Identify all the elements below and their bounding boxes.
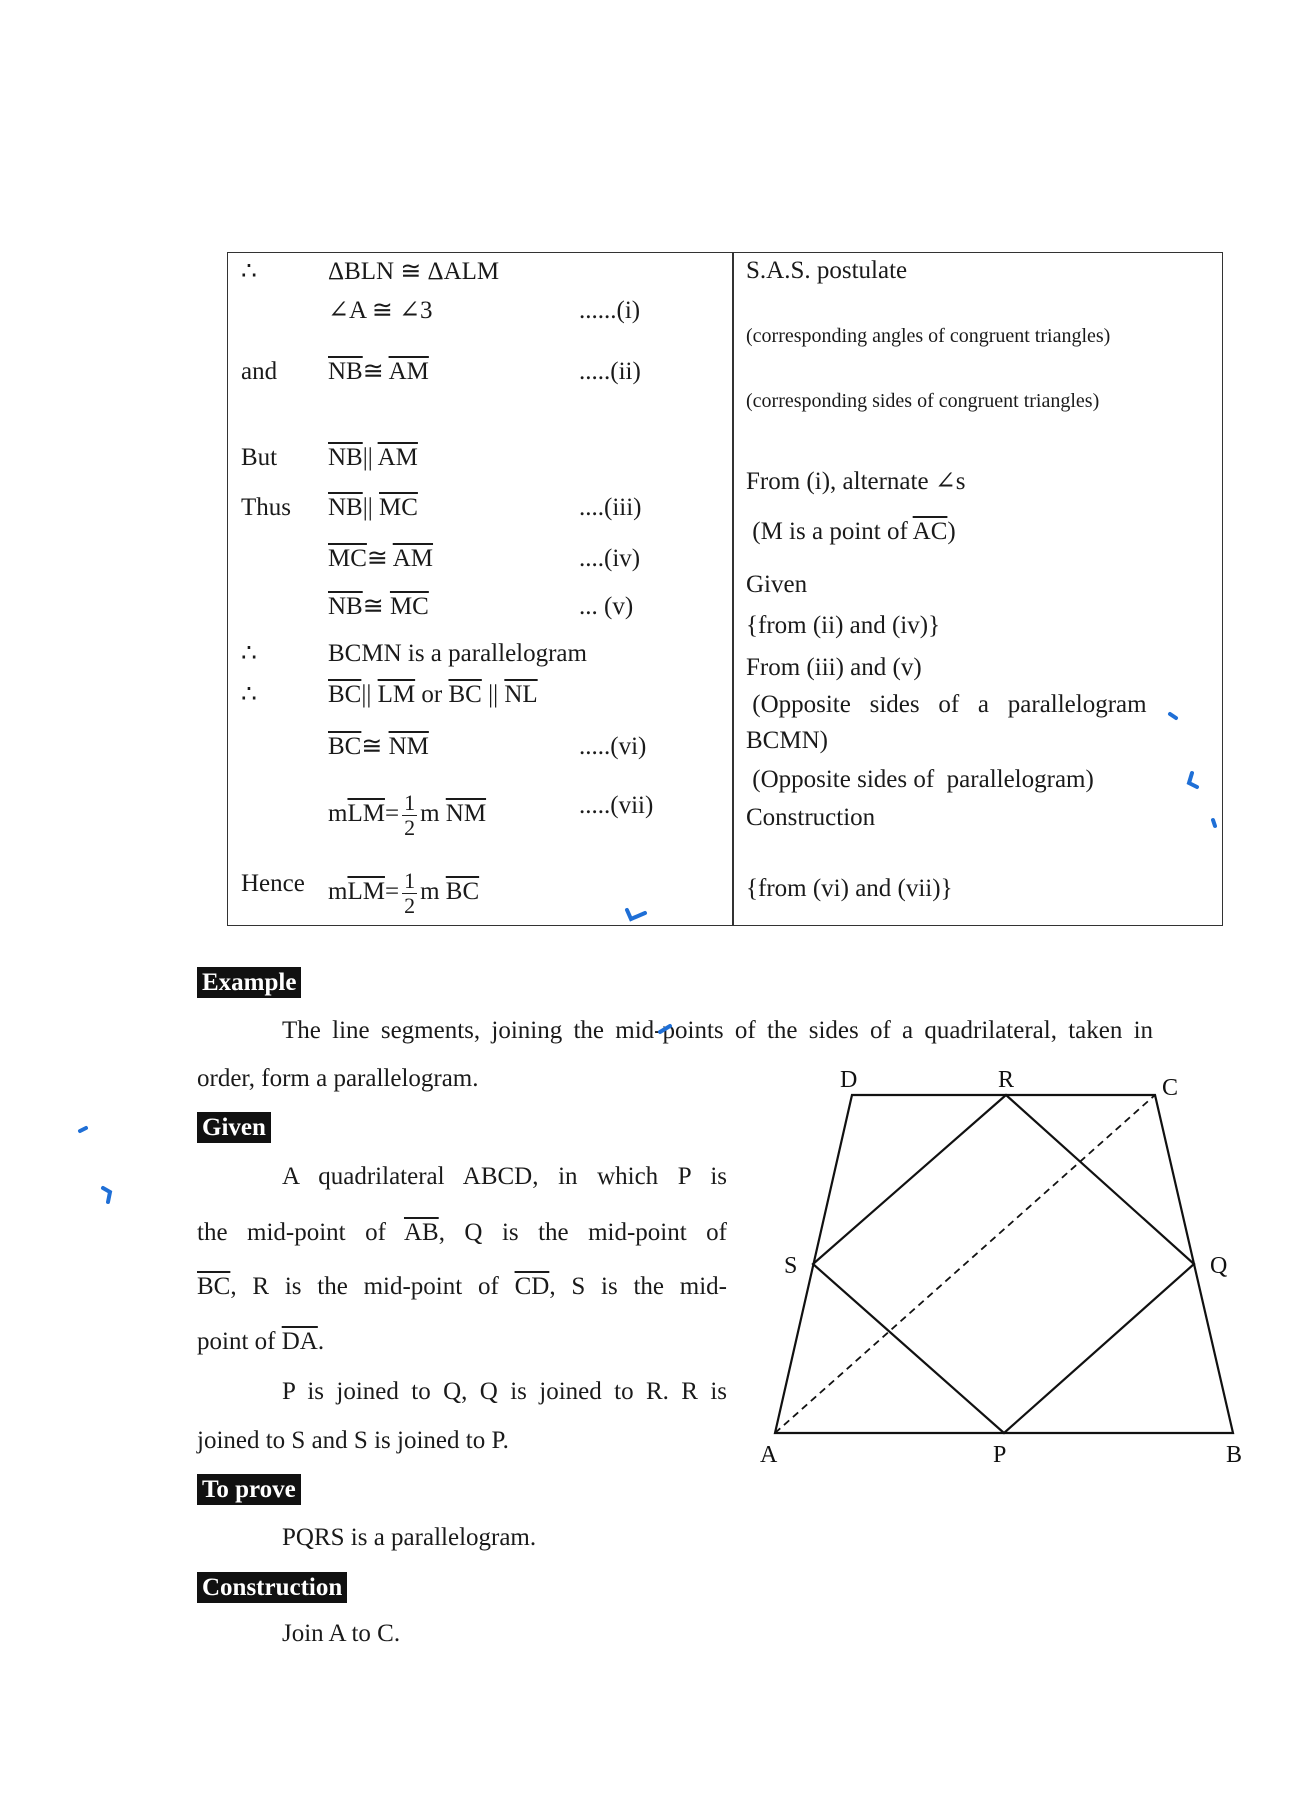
segment-notation: $\overline{MC}$ bbox=[389, 593, 429, 620]
segment-notation: $\overline{DA}$ bbox=[281, 1328, 318, 1355]
segment-notation: $\overline{BC}$ bbox=[328, 733, 362, 760]
text-run: From (i), alternate ∠s bbox=[746, 468, 966, 495]
statement-reference: .....(vi) bbox=[579, 733, 647, 760]
segment-notation: $\overline{NB}$ bbox=[328, 444, 363, 471]
text-run: ≅ bbox=[361, 733, 389, 760]
statement-reference: ....(iv) bbox=[579, 545, 641, 572]
ink-mark bbox=[1170, 714, 1176, 718]
text-run: {from (vi) and (vii)} bbox=[746, 875, 953, 902]
text-run: m bbox=[328, 800, 348, 828]
segment-notation: $\overline{LM}$ bbox=[347, 878, 385, 906]
construction-text: Join A to C. bbox=[282, 1620, 401, 1647]
segment-notation: $\overline{AC}$ bbox=[912, 518, 948, 545]
segment-notation: $\overline{AM}$ bbox=[388, 358, 429, 385]
statement-reference: .....(ii) bbox=[579, 358, 641, 385]
statement-reference: ......(i) bbox=[579, 297, 641, 324]
text-run: ≅ bbox=[362, 593, 390, 620]
segment-notation: $\overline{NM}$ bbox=[388, 733, 429, 760]
segment-notation: $\overline{CD}$ bbox=[514, 1273, 550, 1300]
midpoint-label-p: P bbox=[993, 1442, 1007, 1468]
midpoint-label-r: R bbox=[998, 1067, 1015, 1093]
ink-mark bbox=[1213, 820, 1215, 826]
fraction-denominator: 2 bbox=[404, 815, 416, 840]
example-statement-line1: The line segments, joining the mid-points of the sides of a quadrilateral, taken in bbox=[282, 1017, 1154, 1044]
text-run: , R is the mid-point of bbox=[230, 1273, 515, 1300]
text-run: (corresponding angles of congruent triangles) bbox=[746, 325, 1111, 347]
text-run: Construction bbox=[746, 804, 876, 831]
segment-notation: $\overline{BC}$ bbox=[197, 1273, 231, 1300]
text-run: ≅ bbox=[362, 358, 389, 385]
text-run: = bbox=[384, 800, 400, 828]
vertex-label-d: D bbox=[840, 1067, 858, 1093]
text-run: Given bbox=[746, 571, 808, 598]
construction-heading: Construction bbox=[197, 1572, 347, 1603]
segment-notation: $\overline{MC}$ bbox=[379, 494, 418, 521]
text-run: BCMN) bbox=[746, 727, 828, 754]
ink-mark bbox=[80, 1128, 86, 1131]
statement-reference: .....(vii) bbox=[579, 792, 654, 819]
text-run: the mid-point of bbox=[197, 1219, 404, 1246]
text-run: m bbox=[420, 800, 446, 828]
to-prove-text: PQRS is a parallelogram. bbox=[282, 1524, 537, 1551]
segment-notation: $\overline{MC}$ bbox=[328, 545, 367, 572]
statement-lead: ∴ bbox=[241, 258, 257, 285]
text-run: {from (ii) and (iv)} bbox=[746, 612, 941, 639]
text-run: S.A.S. postulate bbox=[746, 257, 908, 284]
statement-lead: ∴ bbox=[241, 681, 257, 708]
statement-lead: Thus bbox=[241, 494, 291, 521]
statement-reference: ... (v) bbox=[579, 593, 634, 620]
ink-mark bbox=[660, 1026, 670, 1032]
segment-notation: $\overline{AM}$ bbox=[392, 545, 434, 572]
text-run: joined to S and S is joined to P. bbox=[197, 1427, 509, 1454]
quadrilateral-abcd bbox=[775, 1095, 1233, 1433]
text-run: P is joined to Q, Q is joined to R. R is bbox=[282, 1378, 727, 1405]
text-run: m bbox=[328, 878, 348, 906]
text-run: || bbox=[361, 681, 378, 708]
fraction-denominator: 2 bbox=[404, 893, 416, 918]
segment-notation: $\overline{NB}$ bbox=[328, 358, 363, 385]
text-run: (M is a point of bbox=[746, 518, 913, 545]
text-run: m bbox=[420, 878, 446, 906]
vertex-label-b: B bbox=[1226, 1442, 1243, 1468]
statement-lead: But bbox=[241, 444, 278, 471]
text-run: (Opposite sides of a parallelogram bbox=[746, 691, 1147, 718]
segment-notation: $\overline{BC}$ bbox=[445, 878, 480, 906]
text-run: ∠A ≅ ∠3 bbox=[328, 297, 433, 324]
text-run: = bbox=[384, 878, 400, 906]
midpoint-label-q: Q bbox=[1210, 1253, 1228, 1279]
text-run: From (iii) and (v) bbox=[746, 654, 922, 681]
fraction-numerator: 1 bbox=[404, 790, 416, 815]
segment-notation: $\overline{NL}$ bbox=[504, 681, 538, 708]
segment-notation: $\overline{NM}$ bbox=[445, 800, 487, 828]
text-run: , Q is the mid-point of bbox=[438, 1219, 727, 1246]
ink-mark bbox=[103, 1188, 110, 1202]
text-run: . bbox=[317, 1328, 325, 1355]
segment-notation: $\overline{BC}$ bbox=[448, 681, 482, 708]
vertex-label-a: A bbox=[760, 1442, 778, 1468]
statement-reference: ....(iii) bbox=[579, 494, 642, 521]
parallelogram-pqrs bbox=[813, 1095, 1194, 1433]
segment-notation: $\overline{BC}$ bbox=[328, 681, 362, 708]
text-run: ≅ bbox=[366, 545, 393, 572]
statement-lead: ∴ bbox=[241, 640, 257, 667]
statement-lead: and bbox=[241, 358, 278, 385]
text-run: (corresponding sides of congruent triangles) bbox=[746, 390, 1100, 412]
segment-notation: $\overline{NB}$ bbox=[328, 494, 363, 521]
text-run: || bbox=[362, 444, 378, 471]
diagonal-ac bbox=[775, 1095, 1155, 1433]
ink-mark bbox=[1189, 773, 1197, 787]
segment-notation: $\overline{NB}$ bbox=[328, 593, 363, 620]
to-prove-heading: To prove bbox=[197, 1474, 301, 1505]
text-run: ΔBLN ≅ ΔALM bbox=[328, 258, 500, 285]
text-run: A quadrilateral ABCD, in which P is bbox=[282, 1163, 727, 1190]
segment-notation: $\overline{AM}$ bbox=[377, 444, 418, 471]
example-statement-line2: order, form a parallelogram. bbox=[197, 1065, 479, 1092]
text-run: or bbox=[415, 681, 449, 708]
text-run: BCMN is a parallelogram bbox=[328, 640, 587, 667]
fraction-numerator: 1 bbox=[404, 868, 416, 893]
text-run: ) bbox=[947, 518, 956, 545]
given-heading: Given bbox=[197, 1112, 271, 1143]
text-run: || bbox=[481, 681, 505, 708]
segment-notation: $\overline{AB}$ bbox=[403, 1219, 439, 1246]
text-run: point of bbox=[197, 1328, 282, 1355]
midpoint-label-s: S bbox=[784, 1253, 798, 1279]
ink-mark bbox=[627, 910, 645, 919]
segment-notation: $\overline{LM}$ bbox=[377, 681, 416, 708]
text-run: || bbox=[362, 494, 379, 521]
text-run: (Opposite sides of parallelogram) bbox=[746, 766, 1094, 793]
statement-lead: Hence bbox=[241, 870, 305, 897]
segment-notation: $\overline{LM}$ bbox=[347, 800, 385, 828]
vertex-label-c: C bbox=[1162, 1075, 1179, 1101]
example-heading: Example bbox=[197, 967, 301, 998]
text-run: , S is the mid- bbox=[549, 1273, 727, 1300]
